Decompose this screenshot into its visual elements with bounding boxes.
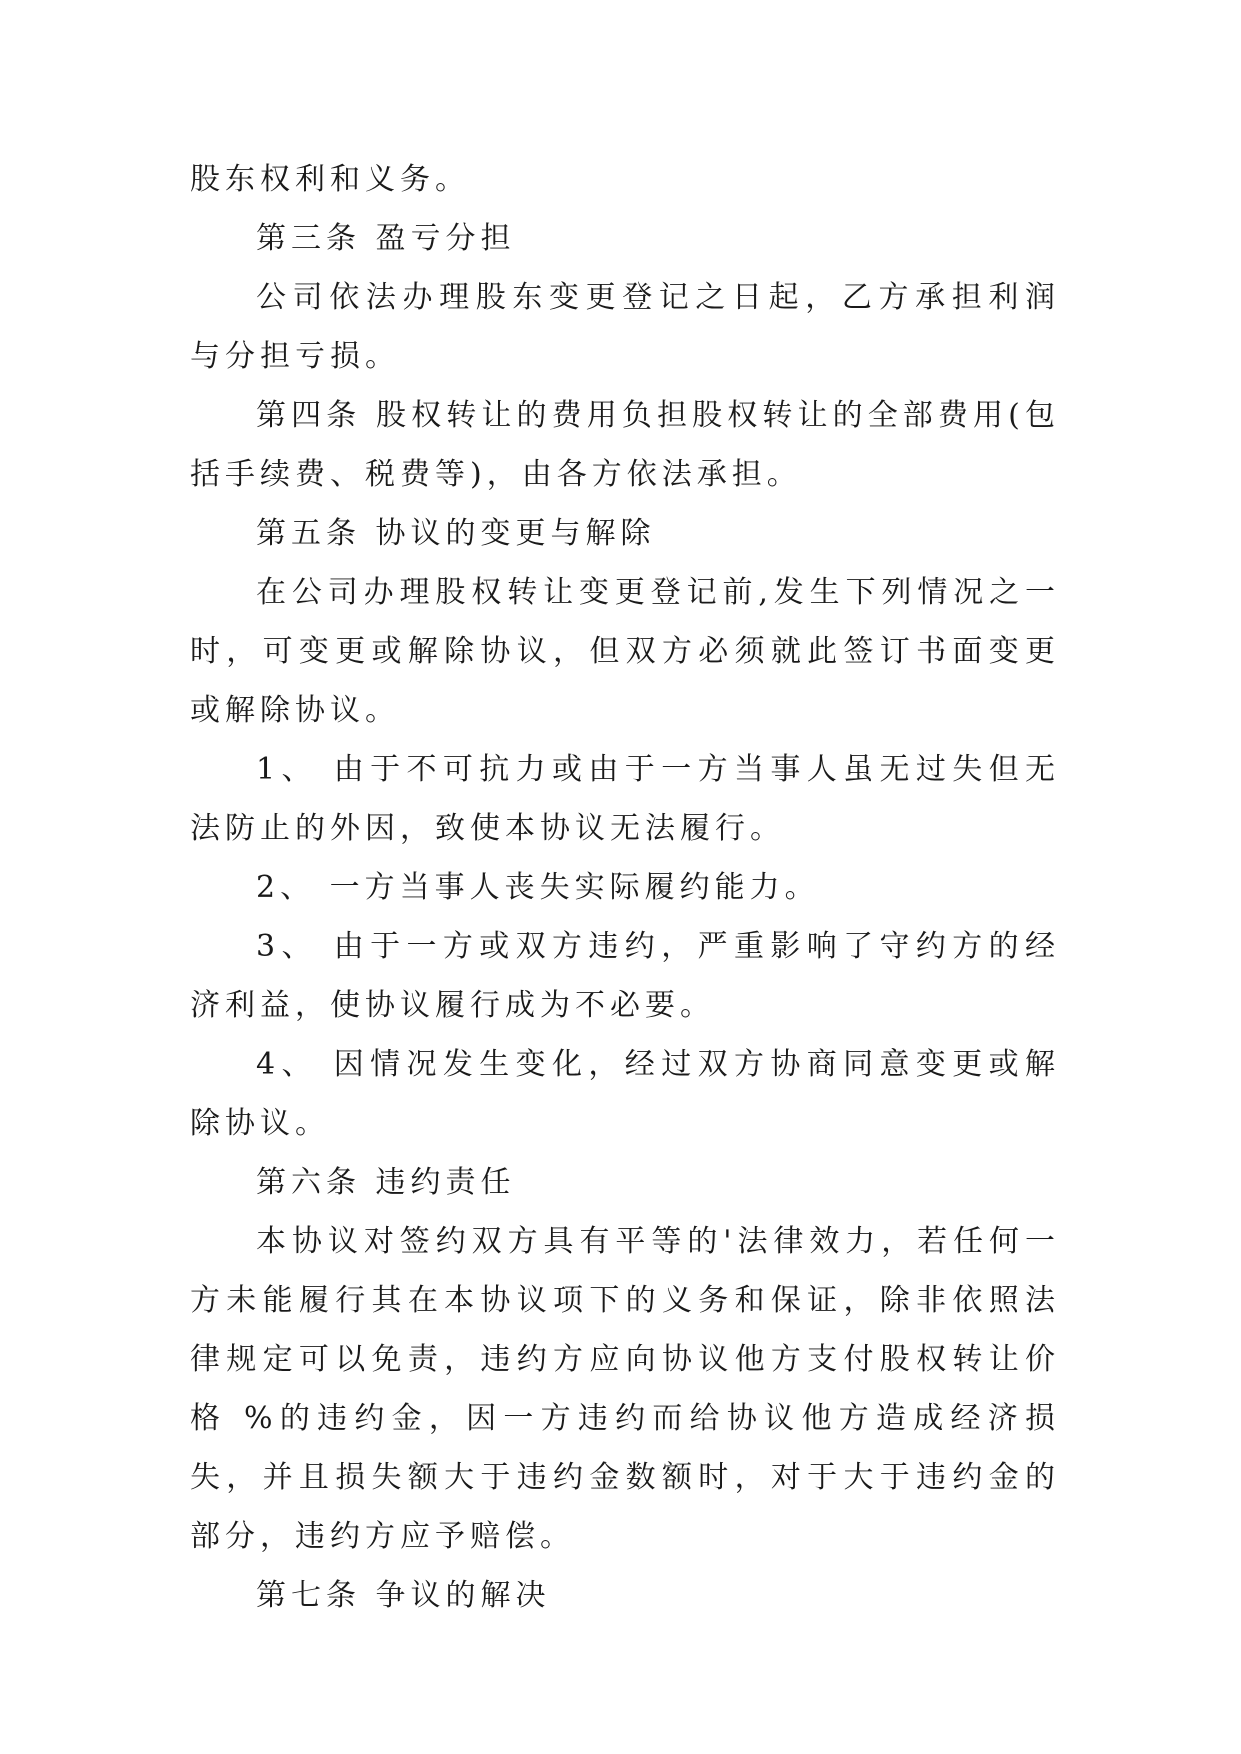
heading-article-6: 第六条 违约责任: [256, 1165, 516, 1200]
paragraph-shareholder-rights: 股东权利和义务。: [190, 162, 470, 197]
paragraph-profit-loss: 公司依法办理股东变更登记之日起，乙方承担利润与分担亏损。: [190, 280, 1060, 374]
paragraph-change-termination: 在公司办理股权转让变更登记前,发生下列情况之一时，可变更或解除协议，但双方必须就此签订书面变更或解除协议。: [190, 575, 1060, 728]
heading-article-3: 第三条 盈亏分担: [256, 221, 516, 256]
heading-article-5: 第五条 协议的变更与解除: [256, 516, 656, 551]
list-item-2: 2、 一方当事人丧失实际履约能力。: [256, 870, 820, 905]
list-item-4: 4、 因情况发生变化，经过双方协商同意变更或解除协议。: [190, 1047, 1060, 1141]
list-item-3: 3、 由于一方或双方违约，严重影响了守约方的经济利益，使协议履行成为不必要。: [190, 929, 1060, 1023]
paragraph-liability: 本协议对签约双方具有平等的'法律效力，若任何一方未能履行其在本协议项下的义务和保证，除非依照法律规定可以免责，违约方应向协议他方支付股权转让价格 %的违约金，因一方违约而给协议他方造成经济损失，并且损失额大于违约金数额时，对于大于违约金的部分，违约方应予赔偿。: [190, 1224, 1060, 1554]
paragraph-article-4-fees: 第四条 股权转让的费用负担股权转让的全部费用(包括手续费、税费等)，由各方依法承担。: [190, 398, 1060, 492]
heading-article-7: 第七条 争议的解决: [256, 1578, 551, 1613]
document-body: [190, 150, 1060, 1625]
list-item-1: 1、 由于不可抗力或由于一方当事人虽无过失但无法防止的外因，致使本协议无法履行。: [190, 752, 1060, 846]
